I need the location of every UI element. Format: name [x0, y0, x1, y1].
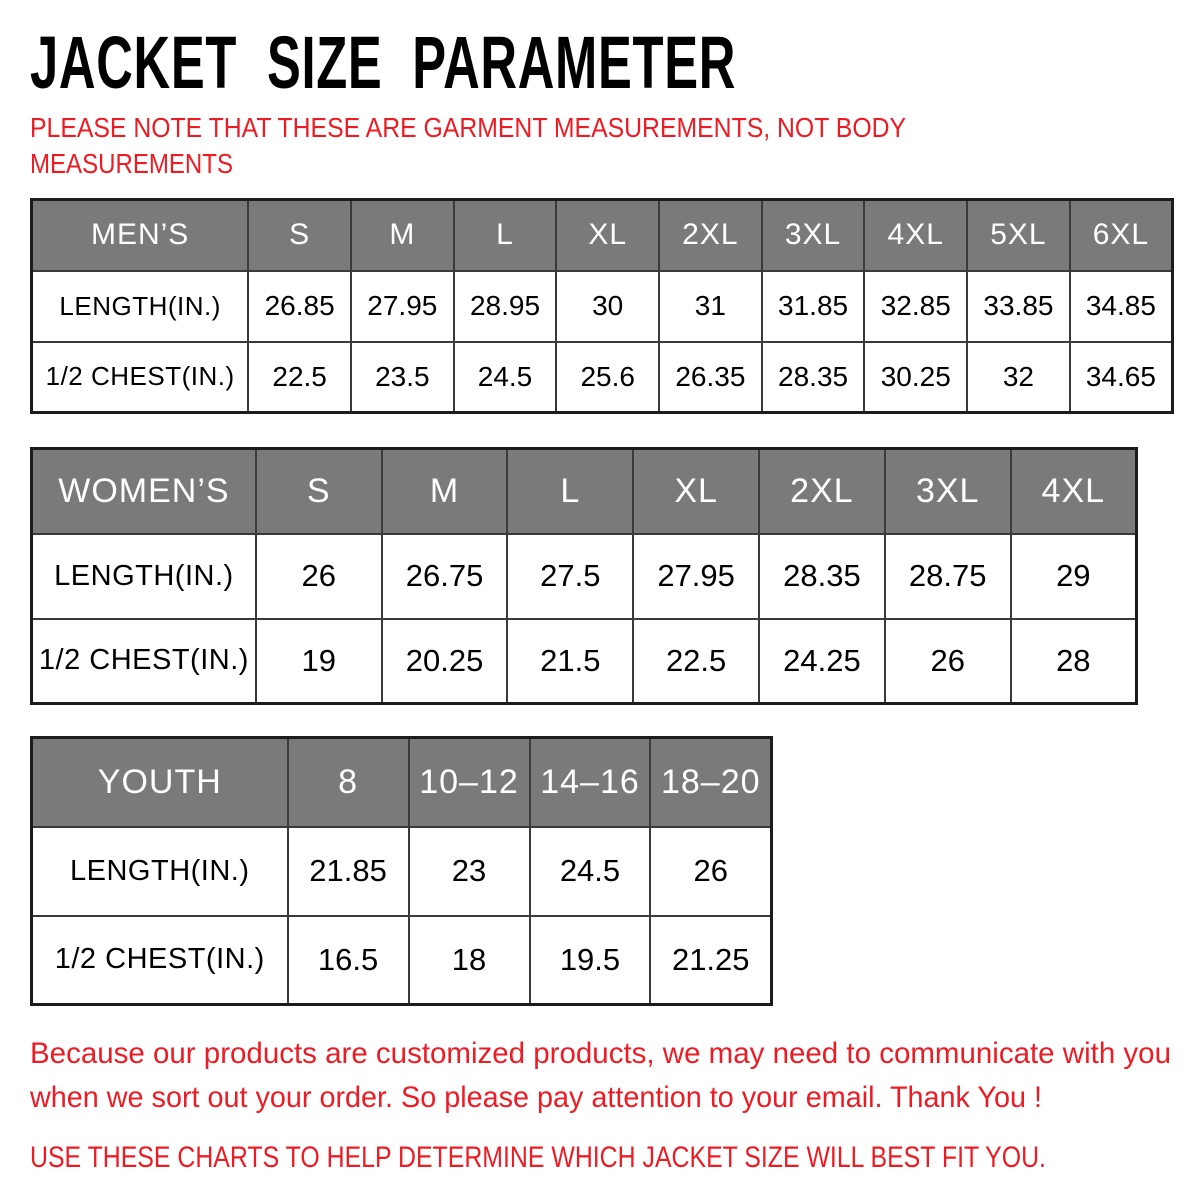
size-column-header: XL: [633, 449, 759, 534]
size-column-header: M: [382, 449, 508, 534]
garment-measurement-note: [30, 110, 1175, 182]
row-label: LENGTH(IN.): [32, 827, 288, 916]
size-value-cell: 30: [556, 271, 659, 342]
size-value-cell: 26: [885, 619, 1011, 704]
size-column-header: 5XL: [967, 200, 1070, 271]
note-line: MEASUREMENTS: [30, 148, 234, 179]
table-row: [32, 271, 1173, 342]
size-column-header: 8: [288, 738, 409, 827]
size-column-header: 14–16: [530, 738, 651, 827]
size-value-cell: 22.5: [633, 619, 759, 704]
note-line: PLEASE NOTE THAT THESE ARE GARMENT MEASUREMENTS, NOT BODY: [30, 112, 907, 143]
size-value-cell: 28.95: [454, 271, 557, 342]
size-value-cell: 27.5: [507, 534, 633, 619]
page-title: [30, 21, 1175, 104]
page-title-text: JACKET SIZE PARAMETER: [30, 21, 737, 104]
size-value-cell: 33.85: [967, 271, 1070, 342]
customization-notice: [30, 1032, 1175, 1120]
size-value-cell: 20.25: [382, 619, 508, 704]
size-value-cell: 24.5: [530, 827, 651, 916]
size-value-cell: 25.6: [556, 342, 659, 413]
size-column-header: 4XL: [1011, 449, 1137, 534]
size-column-header: L: [454, 200, 557, 271]
size-value-cell: 19: [256, 619, 382, 704]
size-value-cell: 21.85: [288, 827, 409, 916]
row-label: LENGTH(IN.): [32, 534, 256, 619]
size-column-header: S: [248, 200, 351, 271]
size-value-cell: 32.85: [864, 271, 967, 342]
size-column-header: L: [507, 449, 633, 534]
size-value-cell: 34.85: [1070, 271, 1173, 342]
table-title-cell: MEN’S: [32, 200, 249, 271]
size-value-cell: 26.75: [382, 534, 508, 619]
size-value-cell: 28: [1011, 619, 1137, 704]
size-value-cell: 26.35: [659, 342, 762, 413]
size-value-cell: 26.85: [248, 271, 351, 342]
customization-notice-line: Because our products are customized products, we may need to communicate with you: [30, 1037, 1171, 1070]
size-column-header: XL: [556, 200, 659, 271]
table-header-row: [32, 200, 1173, 271]
size-value-cell: 34.65: [1070, 342, 1173, 413]
size-value-cell: 16.5: [288, 916, 409, 1005]
size-column-header: 18–20: [650, 738, 771, 827]
youth-size-table: [30, 736, 773, 1006]
size-column-header: 4XL: [864, 200, 967, 271]
size-value-cell: 27.95: [633, 534, 759, 619]
size-value-cell: 32: [967, 342, 1070, 413]
row-label: 1/2 CHEST(IN.): [32, 916, 288, 1005]
size-column-header: 2XL: [759, 449, 885, 534]
size-value-cell: 26: [650, 827, 771, 916]
table-title-cell: WOMEN’S: [32, 449, 256, 534]
table-header-row: [32, 449, 1137, 534]
footer-notes: [30, 1032, 1175, 1180]
mens-size-table: [30, 198, 1174, 414]
row-label: 1/2 CHEST(IN.): [32, 619, 256, 704]
size-column-header: S: [256, 449, 382, 534]
size-value-cell: 28.75: [885, 534, 1011, 619]
table-row: [32, 827, 772, 916]
size-value-cell: 22.5: [248, 342, 351, 413]
size-value-cell: 28.35: [762, 342, 865, 413]
customization-notice-line: when we sort out your order. So please pay attention to your email. Thank You !: [30, 1081, 1042, 1114]
size-column-header: 3XL: [762, 200, 865, 271]
size-column-header: 10–12: [409, 738, 530, 827]
size-value-cell: 29: [1011, 534, 1137, 619]
size-value-cell: 19.5: [530, 916, 651, 1005]
table-row: [32, 916, 772, 1005]
size-value-cell: 31: [659, 271, 762, 342]
size-value-cell: 23.5: [351, 342, 454, 413]
row-label: LENGTH(IN.): [32, 271, 249, 342]
size-value-cell: 24.25: [759, 619, 885, 704]
table-row: [32, 534, 1137, 619]
chart-usage-note: [30, 1136, 1175, 1180]
table-row: [32, 342, 1173, 413]
size-column-header: 6XL: [1070, 200, 1173, 271]
size-value-cell: 21.5: [507, 619, 633, 704]
size-value-cell: 31.85: [762, 271, 865, 342]
size-value-cell: 21.25: [650, 916, 771, 1005]
size-value-cell: 30.25: [864, 342, 967, 413]
table-title-cell: YOUTH: [32, 738, 288, 827]
size-column-header: M: [351, 200, 454, 271]
table-row: [32, 619, 1137, 704]
size-value-cell: 23: [409, 827, 530, 916]
table-header-row: [32, 738, 772, 827]
size-value-cell: 27.95: [351, 271, 454, 342]
chart-usage-note-line: USE THESE CHARTS TO HELP DETERMINE WHICH JACKET SIZE WILL BEST FIT YOU.: [30, 1141, 1046, 1174]
womens-size-table: [30, 447, 1138, 705]
row-label: 1/2 CHEST(IN.): [32, 342, 249, 413]
size-column-header: 2XL: [659, 200, 762, 271]
size-value-cell: 18: [409, 916, 530, 1005]
size-value-cell: 24.5: [454, 342, 557, 413]
size-value-cell: 28.35: [759, 534, 885, 619]
size-value-cell: 26: [256, 534, 382, 619]
size-column-header: 3XL: [885, 449, 1011, 534]
